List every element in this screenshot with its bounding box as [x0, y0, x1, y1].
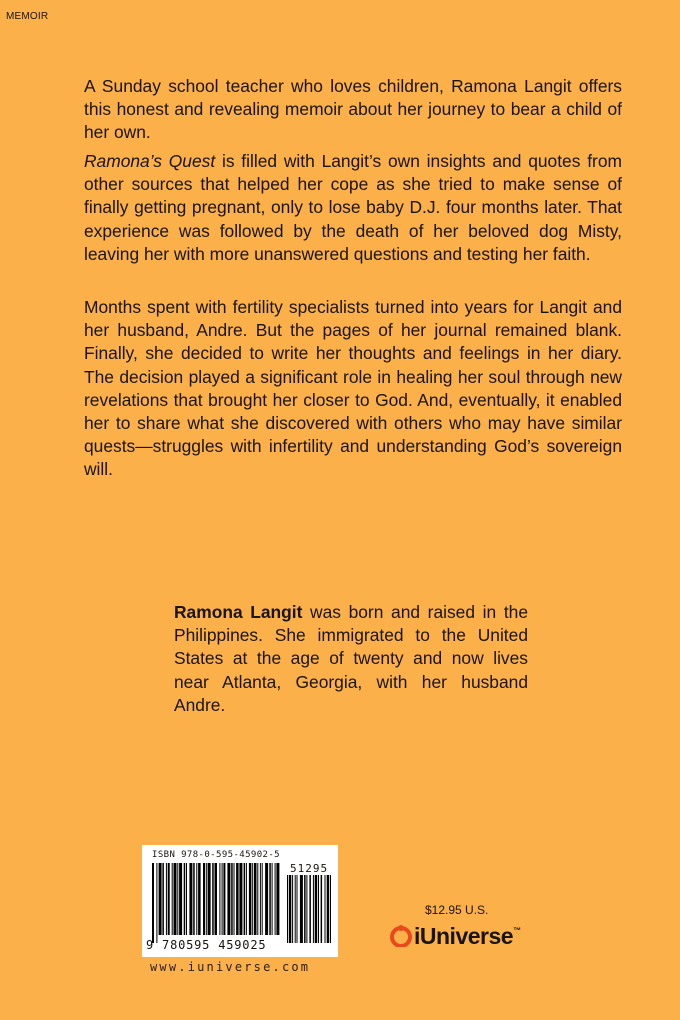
barcode-bar [260, 863, 261, 935]
barcode-bar [172, 863, 173, 935]
barcode-bar [231, 863, 233, 935]
barcode-bar [206, 863, 207, 935]
barcode-bar [179, 863, 182, 935]
blurb-paragraph-1: A Sunday school teacher who loves children, Ramona Langit offers this honest and revealing memoir about her journey to bear a child of her own. [84, 76, 622, 143]
genre-label: MEMOIR [6, 11, 49, 22]
barcode-bar [309, 875, 311, 943]
barcode-bar [249, 863, 252, 935]
barcode-bar [295, 875, 296, 943]
barcode-bar [196, 863, 197, 935]
barcode-bar [252, 863, 253, 935]
barcode-bar [287, 875, 288, 943]
barcode-bar [166, 863, 167, 935]
barcode-bar [292, 875, 293, 943]
barcode-bar [174, 863, 177, 935]
barcode-label [142, 845, 338, 957]
author-name: Ramona Langit [174, 602, 303, 622]
ean-number: 9 780595 459025 [146, 938, 267, 952]
barcode-bar [254, 863, 257, 935]
barcode-bar [208, 863, 211, 935]
barcode-bar [315, 875, 318, 943]
barcode-bar [193, 863, 195, 935]
barcode-bar [297, 875, 298, 943]
barcode-bar [186, 863, 187, 935]
barcode-bar [227, 863, 230, 935]
barcode-bar [306, 875, 307, 943]
barcode-bar [223, 863, 225, 935]
barcode-bar [318, 875, 319, 943]
barcode-bar [289, 875, 292, 943]
barcode-bar [276, 863, 279, 935]
publisher-logo [390, 923, 521, 952]
barcode-bar [321, 875, 323, 943]
barcode-bar [219, 863, 220, 935]
addon-barcode [287, 875, 333, 943]
barcode-bar [330, 875, 331, 943]
publisher-name [414, 923, 521, 950]
price-label: $12.95 U.S. [425, 903, 489, 917]
barcode-bar [246, 863, 247, 935]
barcode-bar [212, 863, 214, 935]
barcode-bar [300, 875, 303, 943]
barcode-bar [272, 863, 273, 935]
addon-number: 51295 [290, 862, 329, 875]
barcode-bar [222, 863, 223, 935]
blurb-paragraph-2-text: is filled with Langit’s own insights and quotes from other sources that helped her cope as she tried to make sense of finally getting pregnant, only to lose baby D.J. four months later. That experience was followed by the death of her beloved dog Misty, leaving her with more unanswered questions and testing her faith. [84, 151, 622, 264]
trademark-symbol: ™ [513, 926, 521, 935]
publisher-name-text: iUniverse [414, 923, 514, 949]
blurb-paragraph-2 [84, 150, 622, 266]
book-title: Ramona’s Quest [84, 151, 216, 171]
barcode-bar [265, 863, 268, 935]
barcode-bar [168, 863, 170, 935]
barcode-bar [304, 875, 306, 943]
barcode-bar [203, 863, 205, 935]
barcode-bar [275, 863, 276, 935]
barcode-bar [236, 863, 239, 935]
author-bio [174, 601, 528, 717]
barcode-bar [177, 863, 178, 935]
barcode-bar [239, 863, 242, 935]
barcode-bar [325, 875, 326, 943]
barcode-bar [262, 863, 263, 935]
barcode-bar [244, 863, 246, 935]
barcode-bar [234, 863, 235, 935]
barcode-bar [215, 863, 218, 935]
ean-barcode [152, 863, 280, 943]
barcode-bar [257, 863, 258, 935]
author-bio-text: was born and raised in the Philippines. She immigrated to the United States at the age of twenty and now lives near Atlanta, Georgia, with her husband Andre. [174, 602, 528, 715]
iuniverse-logo-icon [390, 925, 412, 947]
blurb-paragraph-3: Months spent with fertility specialists turned into years for Langit and her husband, Andre. But the pages of her journal remained blank. Finally, she decided to write her thoughts and feelings in her diary. The decision played a significant role in healing her soul through new revelations that brought her closer to God. And, eventually, it enabled her to share what she discovered with others who may have similar quests—struggles with infertility and understanding God’s sovereign will. [84, 297, 622, 480]
barcode-bar [152, 863, 154, 943]
barcode-bar [269, 863, 271, 935]
barcode-bar [156, 863, 157, 943]
barcode-bar [184, 863, 186, 935]
barcode-bar [198, 863, 201, 935]
barcode-bar [159, 863, 162, 935]
barcode-bar [327, 875, 330, 943]
barcode-bar [189, 863, 192, 935]
isbn-text: ISBN 978-0-595-45902-5 [152, 850, 281, 860]
website-url: www.iuniverse.com [150, 960, 311, 974]
barcode-bar [162, 863, 164, 935]
barcode-bar [313, 875, 314, 943]
